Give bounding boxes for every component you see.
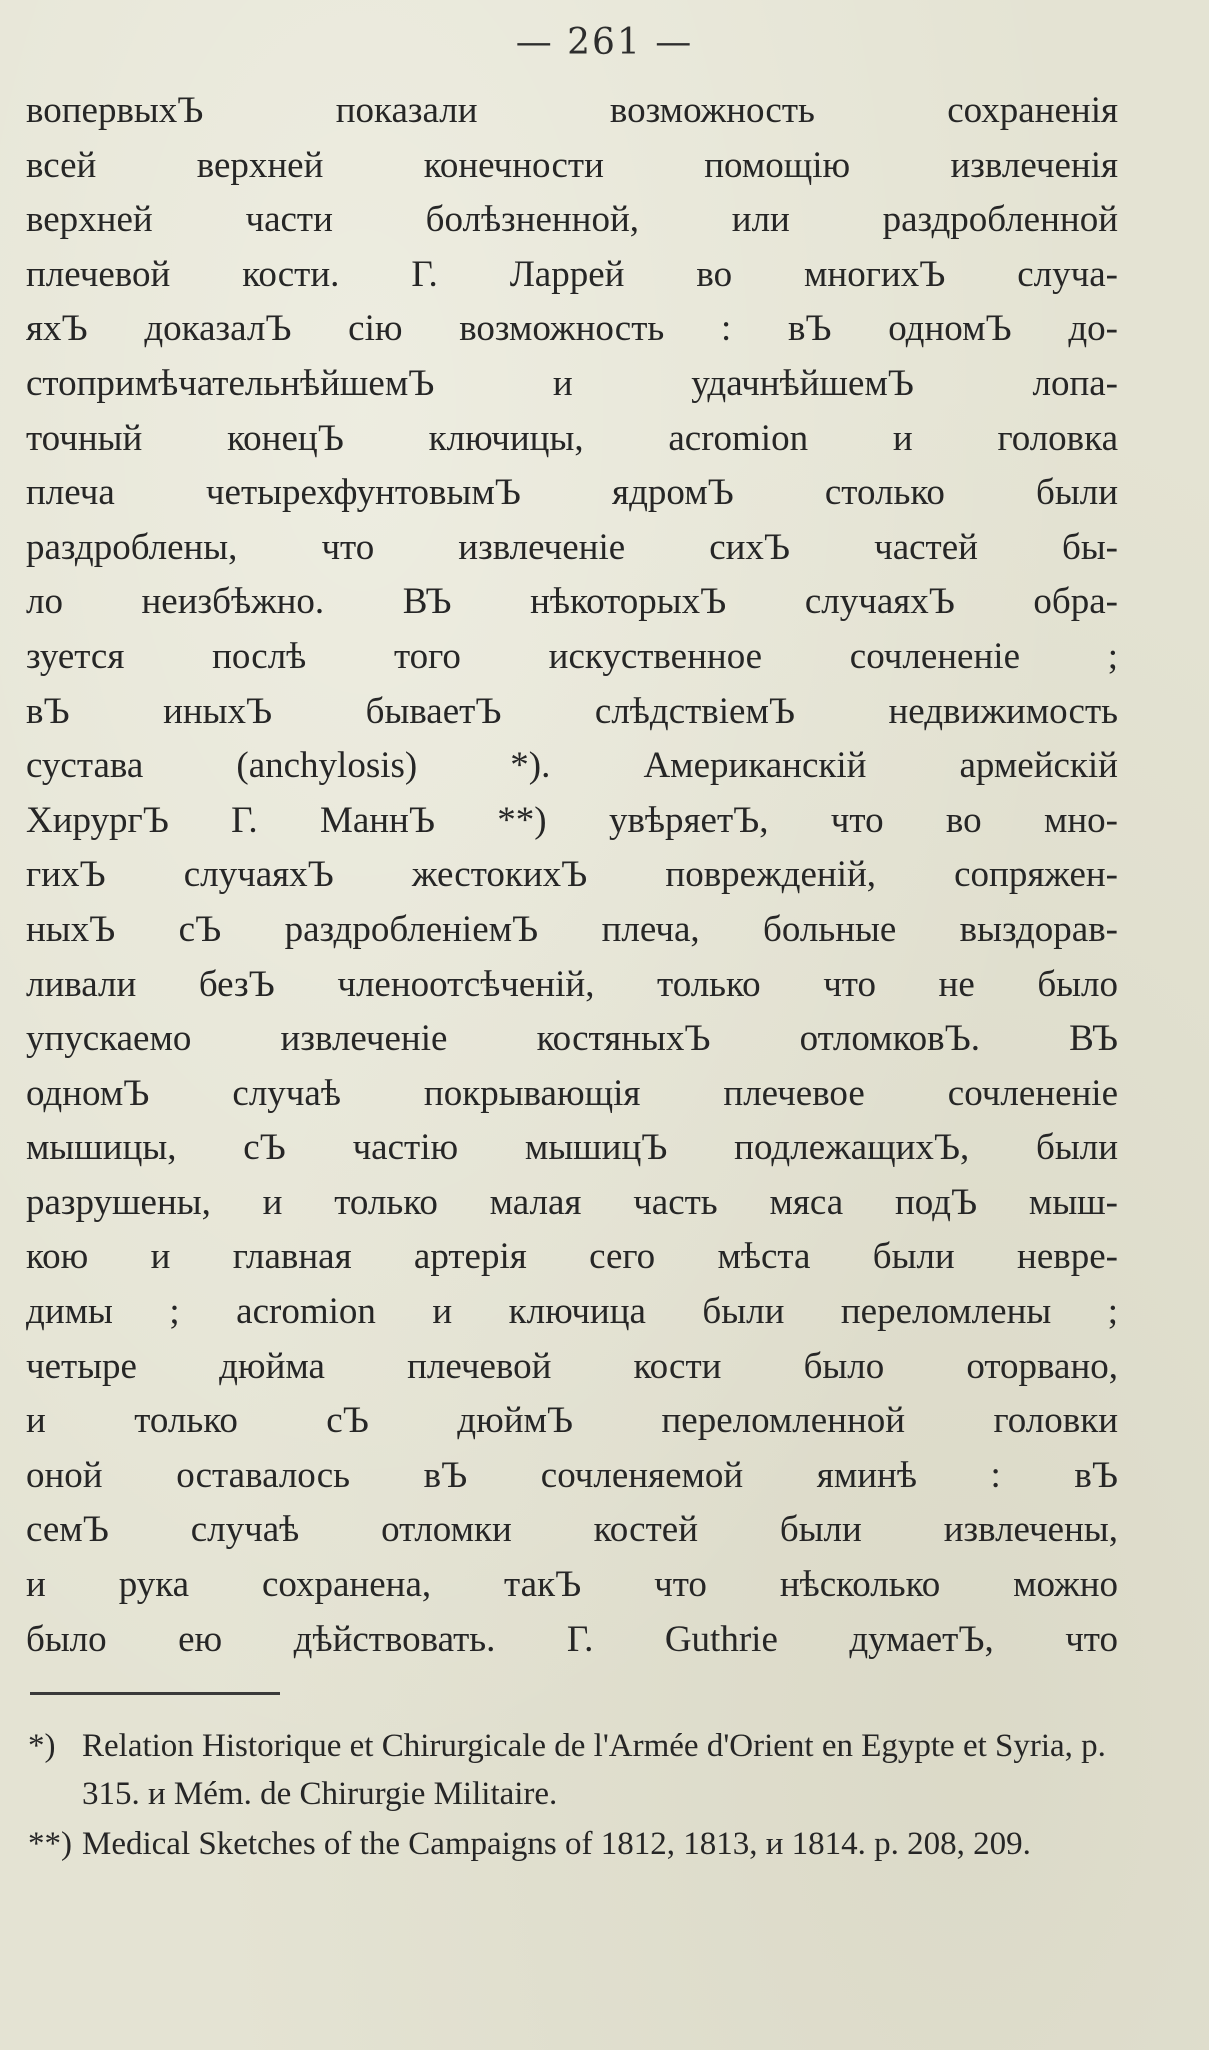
text-line-20: мышицы, сЪ частію мышицЪ подлежащихЪ, были xyxy=(26,1127,1118,1169)
footnotes xyxy=(28,1722,1118,1870)
text-line-4: плечевой кости. Г. Ларрей во многихЪ случа- xyxy=(26,253,1118,295)
text-line-9: раздроблены, что извлеченіе сихЪ частей бы- xyxy=(26,526,1118,568)
text-line-3: верхней части болѣзненной, или раздробленной xyxy=(26,199,1118,241)
text-line-26: оной оставалось вЪ сочленяемой яминѣ : вЪ xyxy=(26,1454,1118,1496)
text-line-14: ХирургЪ Г. МаннЪ **) увѣряетЪ, что во мно- xyxy=(26,799,1118,841)
text-line-8: плеча четырехфунтовымЪ ядромЪ столько были xyxy=(26,472,1118,514)
footnote-divider xyxy=(30,1692,280,1695)
text-line-25: и только сЪ дюймЪ переломленной головки xyxy=(26,1400,1118,1442)
text-line-17: ливали безЪ членоотсѣченій, только что не было xyxy=(26,963,1118,1005)
text-line-2: всей верхней конечности помощію извлеченія xyxy=(26,144,1118,186)
text-line-29: было ею дѣйствовать. Г. Guthrie думаетЪ, что xyxy=(26,1618,1118,1660)
text-line-18: упускаемо извлеченіе костяныхЪ отломковЪ. ВЪ xyxy=(26,1018,1118,1060)
text-line-16: ныхЪ сЪ раздробленіемЪ плеча, больные выздорав- xyxy=(26,908,1118,950)
text-line-7: точный конецЪ ключицы, acromion и головка xyxy=(26,417,1118,459)
text-line-13: сустава (anchylosis) *). Американскій армейскій xyxy=(26,745,1118,787)
text-line-27: семЪ случаѣ отломки костей были извлечены, xyxy=(26,1509,1118,1551)
text-line-24: четыре дюйма плечевой кости было оторвано, xyxy=(26,1345,1118,1387)
footnote-1 xyxy=(28,1722,1118,1818)
text-line-11: зуется послѣ того искуственное сочлененіе ; xyxy=(26,635,1118,677)
text-line-1: вопервыхЪ показали возможность сохраненія xyxy=(26,90,1118,131)
text-line-23: димы ; acromion и ключица были переломлены ; xyxy=(26,1291,1118,1333)
body-text xyxy=(26,84,1118,1667)
footnote-marker-1: *) xyxy=(28,1728,56,1764)
text-line-5: яхЪ доказалЪ сію возможность : вЪ одномЪ до- xyxy=(26,308,1118,350)
text-line-10: ло неизбѣжно. ВЪ нѣкоторыхЪ случаяхЪ обра- xyxy=(26,581,1118,623)
text-line-22: кою и главная артерія сего мѣста были невре- xyxy=(26,1236,1118,1278)
text-line-6: стопримѣчательнѣйшемЪ и удачнѣйшемЪ лопа- xyxy=(26,362,1118,404)
footnote-2 xyxy=(28,1820,1118,1868)
footnote-marker-2: **) xyxy=(28,1826,72,1862)
text-line-12: вЪ иныхЪ бываетЪ слѣдствіемЪ недвижимость xyxy=(26,690,1118,732)
text-line-15: гихЪ случаяхЪ жестокихЪ поврежденій, сопряжен- xyxy=(26,854,1118,896)
footnote-text-1: Relation Historique et Chirurgicale de l'Armée d'Orient en Egypte et Syria, p. 315. и Mém. de Chirurgie Militaire. xyxy=(82,1728,1106,1812)
text-line-28: и рука сохранена, такЪ что нѣсколько можно xyxy=(26,1564,1118,1606)
text-line-21: разрушены, и только малая часть мяса подЪ мыш- xyxy=(26,1181,1118,1223)
text-line-19: одномЪ случаѣ покрывающія плечевое сочлененіе xyxy=(26,1072,1118,1114)
footnote-text-2: Medical Sketches of the Campaigns of 1812, 1813, и 1814. p. 208, 209. xyxy=(82,1826,1031,1862)
page-number: — 261 — xyxy=(515,22,694,63)
